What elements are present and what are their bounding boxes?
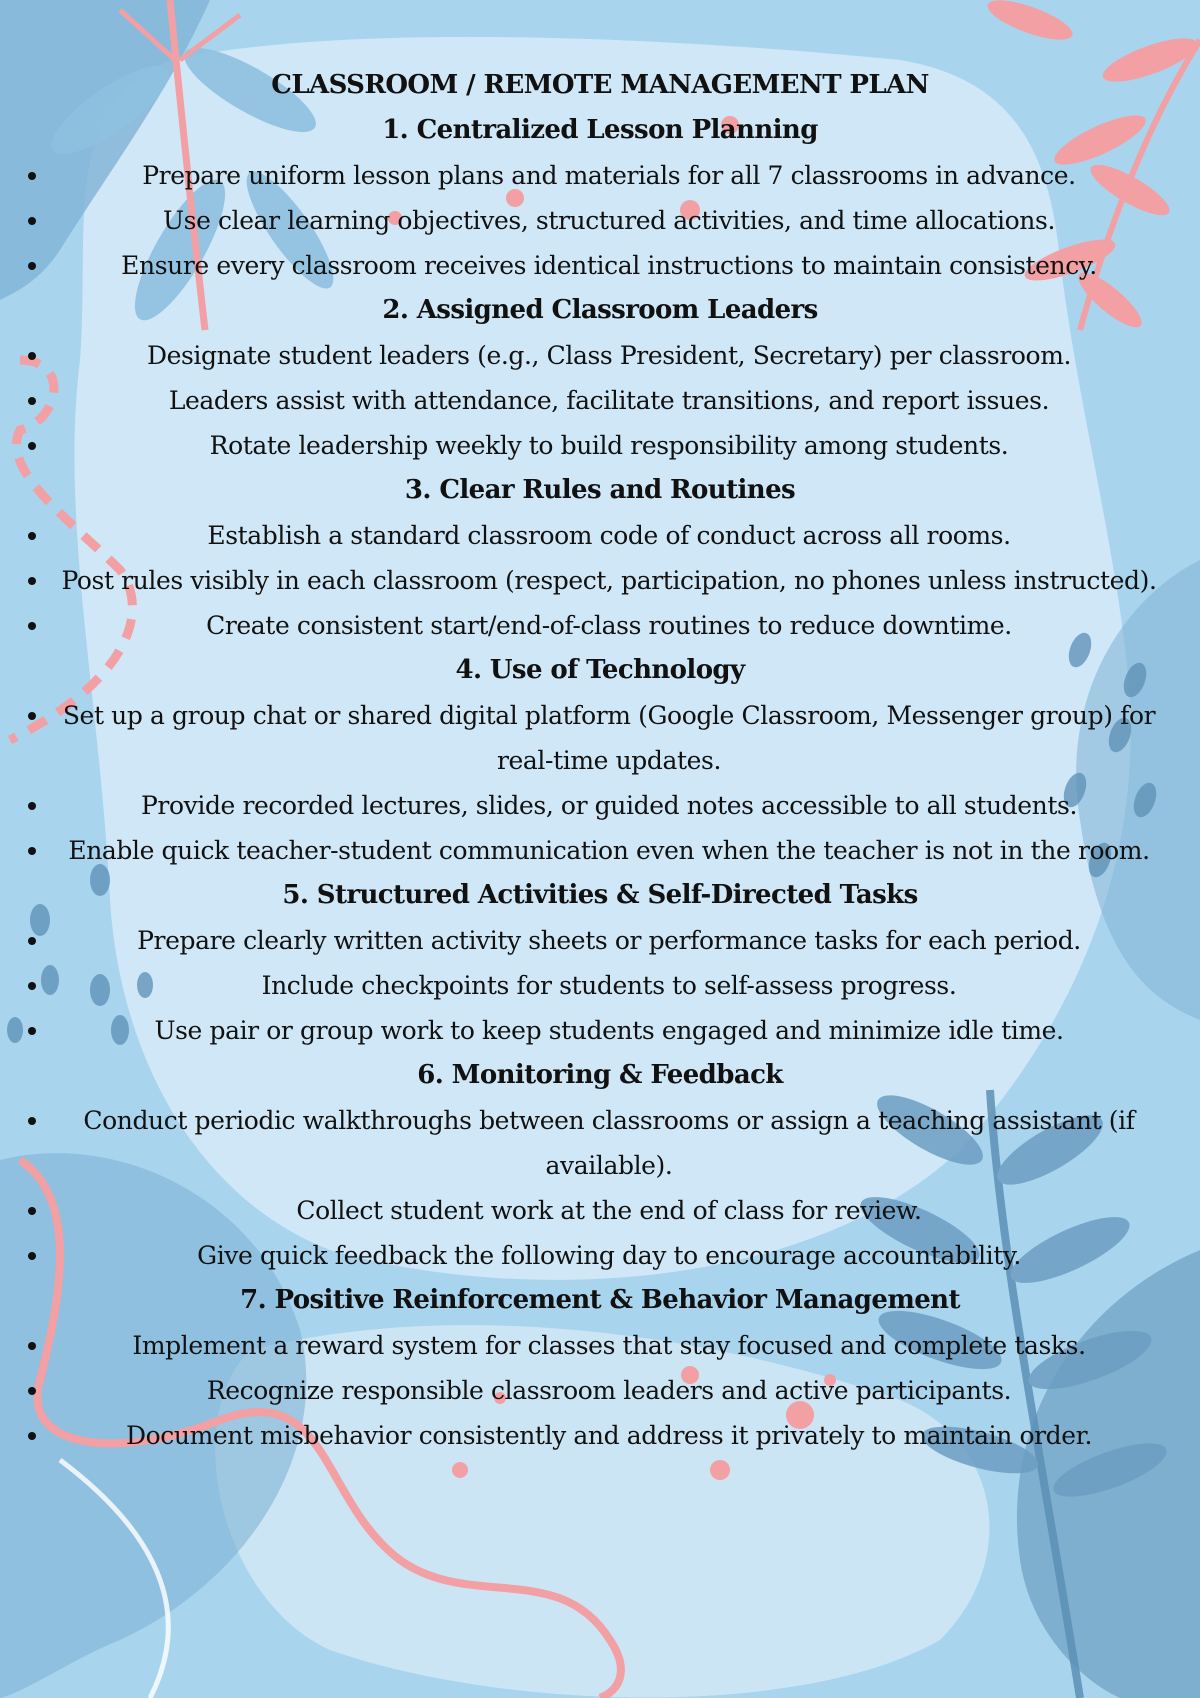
list-item bbox=[0, 1323, 1200, 1368]
list-item-text: Post rules visibly in each classroom (respect, participation, no phones unless instructed). bbox=[61, 566, 1157, 595]
list-item-text: Use clear learning objectives, structured activities, and time allocations. bbox=[163, 206, 1055, 235]
list-item-text: Enable quick teacher-student communication even when the teacher is not in the room. bbox=[68, 836, 1150, 865]
section-list-6 bbox=[0, 1098, 1200, 1278]
bullet-icon bbox=[28, 397, 36, 405]
bullet-icon bbox=[28, 262, 36, 270]
list-item-text: Prepare uniform lesson plans and materials for all 7 classrooms in advance. bbox=[142, 161, 1076, 190]
section-list-7 bbox=[0, 1323, 1200, 1458]
list-item-text: Establish a standard classroom code of conduct across all rooms. bbox=[207, 521, 1011, 550]
bullet-icon bbox=[28, 1252, 36, 1260]
list-item bbox=[0, 603, 1200, 648]
bullet-icon bbox=[28, 712, 36, 720]
list-item-text: Document misbehavior consistently and address it privately to maintain order. bbox=[125, 1421, 1093, 1450]
bullet-icon bbox=[28, 577, 36, 585]
bullet-icon bbox=[28, 622, 36, 630]
list-item-text: Use pair or group work to keep students engaged and minimize idle time. bbox=[154, 1016, 1064, 1045]
section-heading-6: 6. Monitoring & Feedback bbox=[417, 1060, 783, 1090]
document-content bbox=[0, 62, 1200, 1458]
list-item bbox=[0, 918, 1200, 963]
list-item bbox=[0, 783, 1200, 828]
list-item bbox=[0, 1233, 1200, 1278]
list-item-text: Collect student work at the end of class for review. bbox=[296, 1196, 922, 1225]
section-list-1 bbox=[0, 153, 1200, 288]
list-item-text: Provide recorded lectures, slides, or guided notes accessible to all students. bbox=[141, 791, 1077, 820]
bullet-icon bbox=[28, 1342, 36, 1350]
list-item bbox=[0, 1368, 1200, 1413]
section-heading-2: 2. Assigned Classroom Leaders bbox=[382, 295, 818, 325]
list-item-text: Designate student leaders (e.g., Class President, Secretary) per classroom. bbox=[146, 341, 1072, 370]
section-heading-3: 3. Clear Rules and Routines bbox=[404, 475, 796, 505]
section-heading-1: 1. Centralized Lesson Planning bbox=[382, 115, 818, 145]
bullet-icon bbox=[28, 1027, 36, 1035]
section-list-3 bbox=[0, 513, 1200, 648]
bullet-icon bbox=[28, 1207, 36, 1215]
sections-container bbox=[0, 108, 1200, 1458]
list-item bbox=[0, 1098, 1200, 1188]
list-item bbox=[0, 423, 1200, 468]
bullet-icon bbox=[28, 532, 36, 540]
section-heading-7: 7. Positive Reinforcement & Behavior Management bbox=[240, 1285, 960, 1315]
bullet-icon bbox=[28, 937, 36, 945]
list-item-text: Leaders assist with attendance, facilitate transitions, and report issues. bbox=[168, 386, 1050, 415]
list-item bbox=[0, 558, 1200, 603]
list-item-text: Conduct periodic walkthroughs between classrooms or assign a teaching assistant (if available). bbox=[83, 1106, 1135, 1180]
list-item bbox=[0, 333, 1200, 378]
list-item bbox=[0, 378, 1200, 423]
page-title: CLASSROOM / REMOTE MANAGEMENT PLAN bbox=[271, 70, 929, 100]
bullet-icon bbox=[28, 847, 36, 855]
list-item bbox=[0, 828, 1200, 873]
section-list-4 bbox=[0, 693, 1200, 873]
section-heading-5: 5. Structured Activities & Self-Directed Tasks bbox=[282, 880, 918, 910]
bullet-icon bbox=[28, 802, 36, 810]
list-item-text: Set up a group chat or shared digital platform (Google Classroom, Messenger group) for real-time updates. bbox=[62, 701, 1156, 775]
list-item-text: Implement a reward system for classes that stay focused and complete tasks. bbox=[132, 1331, 1086, 1360]
list-item bbox=[0, 198, 1200, 243]
list-item-text: Give quick feedback the following day to encourage accountability. bbox=[197, 1241, 1021, 1270]
list-item-text: Rotate leadership weekly to build responsibility among students. bbox=[209, 431, 1009, 460]
bullet-icon bbox=[28, 442, 36, 450]
bullet-icon bbox=[28, 1387, 36, 1395]
section-list-2 bbox=[0, 333, 1200, 468]
list-item bbox=[0, 243, 1200, 288]
list-item-text: Create consistent start/end-of-class routines to reduce downtime. bbox=[206, 611, 1012, 640]
list-item-text: Recognize responsible classroom leaders and active participants. bbox=[206, 1376, 1012, 1405]
bullet-icon bbox=[28, 1117, 36, 1125]
list-item-text: Include checkpoints for students to self-assess progress. bbox=[261, 971, 957, 1000]
section-heading-4: 4. Use of Technology bbox=[455, 655, 745, 685]
list-item-text: Prepare clearly written activity sheets or performance tasks for each period. bbox=[137, 926, 1081, 955]
list-item bbox=[0, 963, 1200, 1008]
bullet-icon bbox=[28, 172, 36, 180]
list-item bbox=[0, 1188, 1200, 1233]
list-item bbox=[0, 513, 1200, 558]
list-item bbox=[0, 1413, 1200, 1458]
bullet-icon bbox=[28, 982, 36, 990]
list-item-text: Ensure every classroom receives identical instructions to maintain consistency. bbox=[121, 251, 1097, 280]
bullet-icon bbox=[28, 1432, 36, 1440]
section-list-5 bbox=[0, 918, 1200, 1053]
list-item bbox=[0, 1008, 1200, 1053]
list-item bbox=[0, 153, 1200, 198]
list-item bbox=[0, 693, 1200, 783]
bullet-icon bbox=[28, 217, 36, 225]
bullet-icon bbox=[28, 352, 36, 360]
